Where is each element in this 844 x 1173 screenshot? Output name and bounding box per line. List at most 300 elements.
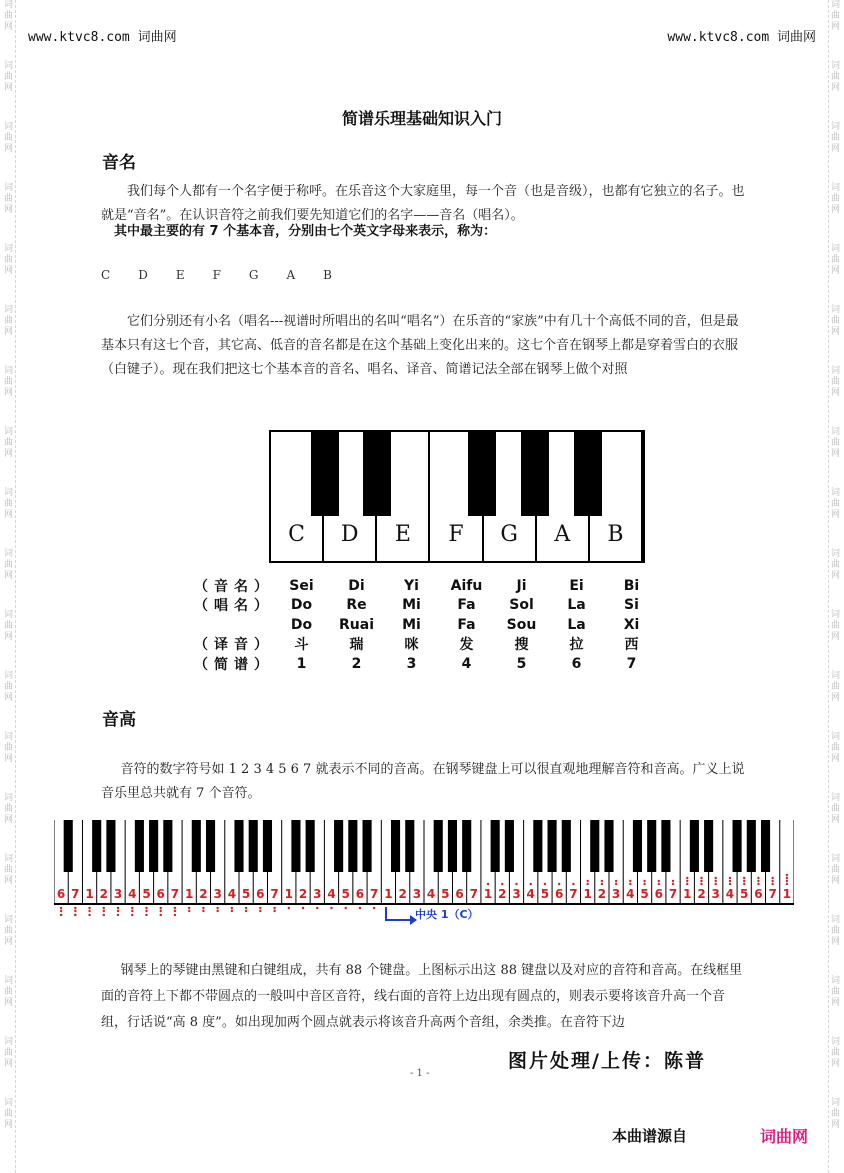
octave-dot (359, 907, 361, 909)
octave-dot (757, 883, 759, 885)
watermark-glyphs: 词 曲 网 (830, 793, 840, 825)
octave-dot (757, 877, 759, 879)
white-key-note: 1 (483, 887, 493, 901)
octave-dot (686, 883, 688, 885)
note-table-cell: 发 (459, 637, 474, 654)
note-table-cell: 2 (351, 655, 362, 672)
note-table-cell: Fa (457, 616, 476, 633)
octave-dot (643, 883, 645, 885)
octave-dot (145, 910, 147, 912)
note-table-cell: Do (290, 616, 313, 633)
octave-dot (615, 883, 617, 885)
black-key (405, 820, 414, 872)
black-key (363, 820, 372, 872)
arrow-icon (385, 907, 411, 921)
black-key (334, 820, 343, 872)
note-table-cell: Ruai (339, 616, 374, 633)
note-table-row-label: （ 简 谱 ） (194, 656, 268, 673)
octave-dot (103, 907, 105, 909)
white-key-note: 7 (370, 887, 379, 901)
watermark-glyphs: 词 曲 网 (3, 244, 13, 276)
octave-dot (174, 910, 176, 912)
octave-dot (629, 880, 631, 882)
header-right-site: www.ktvc8.com 词曲网 (667, 30, 816, 45)
octave-dot (231, 910, 233, 912)
note-table-row (194, 654, 659, 674)
white-key-note: 6 (555, 887, 564, 901)
white-key-note: 1 (683, 887, 692, 901)
black-key (747, 820, 756, 872)
white-key-note: 5 (441, 887, 450, 901)
white-key-note: 6 (355, 887, 365, 901)
octave-dot (771, 877, 773, 879)
note-table-cell: 6 (571, 655, 582, 672)
watermark-glyphs: 词 曲 网 (830, 915, 840, 947)
note-table-cell: Sou (506, 616, 537, 633)
white-key-label: A (554, 522, 571, 547)
watermark-glyphs: 词 曲 网 (830, 305, 840, 337)
note-table-cell: 拉 (569, 637, 584, 654)
black-key (574, 432, 602, 516)
octave-dot (686, 877, 688, 879)
watermark-glyphs: 词 曲 网 (830, 732, 840, 764)
piano-88-key-diagram (54, 820, 794, 904)
octave-dot (572, 883, 574, 885)
octave-dot (373, 907, 375, 909)
octave-dot (586, 880, 588, 882)
black-key (234, 820, 243, 872)
octave-dot (74, 910, 76, 912)
octave-dot (786, 880, 788, 882)
white-key-note: 3 (711, 887, 720, 901)
white-key-note: 4 (327, 887, 336, 901)
note-table-cell: La (567, 597, 586, 614)
paragraph-keys: 钢琴上的琴键由黑键和白键组成，共有 88 个键盘。上图标示出这 88 键盘以及对应的音符和音高。在线框里面的音符上下都不带圆点的一般叫中音区音符，线右面的音符上边出现有圆点的，则表示要将该音升高一个音组，行话说“高 8 度”。如出现加两个圆点就表示将该音升高两个音组，余类推。在音符下边 (101, 963, 743, 1030)
octave-dot (117, 907, 119, 909)
octave-dot (501, 883, 503, 885)
octave-dot (259, 907, 261, 909)
white-key-note: 2 (199, 887, 208, 901)
white-key-note: 6 (754, 887, 763, 901)
octave-dot (487, 883, 489, 885)
note-table-cell: Fa (457, 597, 476, 614)
black-key (363, 432, 391, 516)
octave-dot (60, 910, 62, 912)
octave-dot (601, 880, 603, 882)
note-table-cell: Di (348, 577, 365, 594)
black-key (311, 432, 339, 516)
black-key (661, 820, 670, 872)
letter-note-list (101, 268, 332, 282)
note-table-row (194, 615, 659, 635)
octave-dot (288, 907, 290, 909)
watermark-glyphs: 词 曲 网 (3, 1098, 13, 1130)
black-key (562, 820, 571, 872)
octave-dot (131, 910, 133, 912)
white-key-note: 7 (469, 887, 478, 901)
octave-dot (216, 910, 218, 912)
note-table-cell: 斗 (294, 637, 309, 654)
watermark-glyphs: 词 曲 网 (830, 183, 840, 215)
black-key (106, 820, 115, 872)
section-heading-pitch: 音高 (102, 710, 136, 730)
black-key (633, 820, 642, 872)
octave-dot (672, 883, 674, 885)
letter-note: C (101, 268, 111, 282)
octave-dot (771, 880, 773, 882)
octave-dot (231, 907, 233, 909)
black-key (548, 820, 557, 872)
black-key (604, 820, 613, 872)
uploader-signature: 图片处理/上传：陈普 (508, 1050, 706, 1072)
note-table-cell: 搜 (514, 637, 529, 654)
black-key (391, 820, 400, 872)
section-heading-pitch-names: 音名 (102, 153, 136, 173)
black-key (263, 820, 272, 872)
octave-dot (345, 907, 347, 909)
watermark-glyphs: 词 曲 网 (3, 366, 13, 398)
white-key-note: 7 (170, 887, 180, 901)
white-key-note: 1 (782, 887, 792, 901)
octave-dot (729, 883, 731, 885)
white-key-note: 4 (426, 887, 436, 901)
black-key (690, 820, 699, 872)
white-key-note: 1 (384, 887, 393, 901)
octave-dot (700, 880, 702, 882)
watermark-glyphs: 词 曲 网 (830, 549, 840, 581)
octave-dot (700, 877, 702, 879)
octave-dot (145, 907, 147, 909)
note-table-cell: Mi (402, 597, 421, 614)
watermark-glyphs: 词 曲 网 (830, 61, 840, 93)
footer-brand: 词曲网 (760, 1127, 809, 1146)
black-key (434, 820, 443, 872)
white-key-label: C (288, 522, 305, 547)
note-table-cell: Si (624, 597, 639, 614)
white-key-note: 5 (341, 887, 350, 901)
black-key (192, 820, 201, 872)
white-key-note: 7 (270, 887, 279, 901)
letter-note: G (248, 268, 259, 282)
white-key-note: 7 (71, 887, 80, 901)
white-key-note: 2 (498, 887, 507, 901)
black-key (92, 820, 101, 872)
note-table-cell: 4 (461, 655, 472, 672)
octave-dot (601, 883, 603, 885)
black-key (533, 820, 542, 872)
octave-dot (786, 877, 788, 879)
octave-dot (743, 883, 745, 885)
note-table-row-label: （ 译 音 ） (194, 637, 268, 654)
watermark-glyphs: 词 曲 网 (830, 671, 840, 703)
black-key (163, 820, 172, 872)
paragraph-pitch-text: 音符的数字符号如 1 2 3 4 5 6 7 就表示不同的音高。在钢琴键盘上可以很直观地理解音符和音高。广义上说音乐里总共就有 7 个音符。 (101, 762, 745, 801)
white-key-note: 1 (185, 887, 194, 901)
octave-dot (245, 910, 247, 912)
note-table-cell: Sei (289, 577, 314, 594)
footer-source-label: 本曲谱源自 (612, 1127, 688, 1145)
white-key-note: 3 (611, 887, 621, 901)
note-table-cell: Ji (516, 577, 527, 594)
octave-dot (273, 910, 275, 912)
note-table-cell: La (567, 616, 586, 633)
black-key (135, 820, 144, 872)
octave-dot (188, 910, 190, 912)
watermark-glyphs: 词 曲 网 (830, 610, 840, 642)
black-key (468, 432, 496, 516)
white-key-note: 2 (597, 887, 607, 901)
octave-dot (643, 880, 645, 882)
white-key-note: 5 (740, 887, 749, 901)
watermark-glyphs: 词 曲 网 (3, 122, 13, 154)
octave-dot (60, 907, 62, 909)
octave-dot (729, 880, 731, 882)
octave-dot (131, 914, 133, 916)
octave-dot (672, 880, 674, 882)
black-key (348, 820, 357, 872)
paragraph-intro: 我们每个人都有一个名字便于称呼。在乐音这个大家庭里，每一个音（也是音级），也都有它独立的名子。也就是“音名”。在认识音符之前我们要先知道它们的名字——音名（唱名）。 (101, 184, 745, 223)
octave-dot (686, 880, 688, 882)
octave-dot (544, 883, 546, 885)
white-key-note: 6 (455, 887, 464, 901)
octave-dot (103, 910, 105, 912)
white-key-note: 3 (213, 887, 222, 901)
watermark-glyphs: 词 曲 网 (3, 61, 13, 93)
octave-dot (629, 883, 631, 885)
watermark-glyphs: 词 曲 网 (3, 854, 13, 886)
white-key-label: G (500, 522, 518, 547)
note-table-cell: Bi (623, 577, 640, 594)
octave-dot (160, 914, 162, 916)
white-key-note: 5 (540, 887, 550, 901)
black-key (448, 820, 457, 872)
octave-dot (88, 910, 90, 912)
note-table-cell: 西 (624, 637, 639, 654)
octave-dot (117, 914, 119, 916)
octave-dot (743, 880, 745, 882)
note-table-cell: Do (290, 597, 313, 614)
octave-dot (658, 883, 660, 885)
white-key-note: 3 (113, 887, 123, 901)
watermark-glyphs: 词 曲 网 (830, 976, 840, 1008)
octave-dot (786, 874, 788, 876)
letter-note: A (286, 268, 296, 282)
watermark-glyphs: 词 曲 网 (830, 1037, 840, 1069)
watermark-glyphs: 词 曲 网 (830, 854, 840, 886)
white-key-note: 1 (85, 887, 94, 901)
white-key-label: F (448, 522, 464, 547)
octave-dot (586, 883, 588, 885)
note-table-row-label: （ 音 名 ） (194, 578, 268, 595)
white-key-note: 1 (583, 887, 592, 901)
watermark-glyphs: 词 曲 网 (830, 488, 840, 520)
octave-dot (757, 880, 759, 882)
note-comparison-table (194, 576, 659, 674)
octave-dot (160, 910, 162, 912)
white-key-note: 2 (697, 887, 706, 901)
note-table-cell: Sol (509, 597, 534, 614)
white-key-note: 4 (626, 887, 635, 901)
black-key (64, 820, 73, 872)
octave-dot (715, 883, 717, 885)
white-key-note: 5 (241, 887, 251, 901)
octave-dot (530, 883, 532, 885)
watermark-glyphs: 词 曲 网 (3, 488, 13, 520)
black-key (149, 820, 158, 872)
letter-note: F (212, 268, 221, 282)
letter-note: D (138, 268, 148, 282)
note-table-cell: 1 (296, 655, 307, 672)
middle-c-label: 中央 1（C） (415, 908, 479, 921)
octave-dot (74, 914, 76, 916)
white-key-note: 3 (313, 887, 322, 901)
letter-note: B (323, 268, 332, 282)
watermark-glyphs: 词 曲 网 (830, 122, 840, 154)
white-key-note: 6 (56, 887, 66, 901)
note-table-cell: Yi (404, 577, 419, 594)
note-table-cell: Aifu (450, 577, 483, 594)
white-key-note: 3 (412, 887, 422, 901)
white-key-note: 3 (512, 887, 521, 901)
octave-dot (515, 883, 517, 885)
white-key-note: 2 (398, 887, 407, 901)
white-key-note: 4 (128, 887, 137, 901)
black-key (491, 820, 500, 872)
white-key-note: 1 (284, 887, 293, 901)
note-table-row-label: （ 唱 名 ） (194, 598, 268, 615)
octave-dot (316, 907, 318, 909)
watermark-glyphs: 词 曲 网 (830, 244, 840, 276)
page-title: 简谱乐理基础知识入门 (341, 109, 502, 128)
octave-dot (715, 877, 717, 879)
black-key (249, 820, 258, 872)
octave-dot (103, 914, 105, 916)
black-key (206, 820, 215, 872)
white-key-note: 5 (142, 887, 151, 901)
octave-dot (245, 907, 247, 909)
black-key (761, 820, 770, 872)
octave-dot (202, 910, 204, 912)
white-key-note: 2 (298, 887, 308, 901)
watermark-glyphs: 词 曲 网 (830, 366, 840, 398)
watermark-glyphs: 词 曲 网 (830, 0, 840, 32)
right-margin-watermark (828, 0, 842, 1173)
black-key (704, 820, 713, 872)
note-table-cell: Ei (569, 577, 584, 594)
watermark-glyphs: 词 曲 网 (830, 427, 840, 459)
note-table-cell: 咪 (404, 637, 419, 654)
middle-c-marker (385, 906, 479, 922)
octave-dot (700, 883, 702, 885)
octave-dot (743, 877, 745, 879)
note-table-cell: 瑞 (349, 637, 364, 654)
octave-dot (658, 880, 660, 882)
white-key-note: 5 (640, 887, 649, 901)
octave-dot (74, 907, 76, 909)
watermark-glyphs: 词 曲 网 (3, 976, 13, 1008)
watermark-glyphs: 词 曲 网 (3, 671, 13, 703)
octave-dot (715, 880, 717, 882)
letter-note: E (175, 268, 185, 282)
white-key-note: 2 (99, 887, 108, 901)
note-table-row (194, 576, 659, 596)
white-key-note: 6 (654, 887, 663, 901)
white-key-note: 4 (227, 887, 237, 901)
watermark-glyphs: 词 曲 网 (3, 793, 13, 825)
note-table-cell: 3 (406, 655, 417, 672)
octave-dot (60, 914, 62, 916)
black-key (291, 820, 300, 872)
octave-dot (88, 914, 90, 916)
watermark-glyphs: 词 曲 网 (830, 1098, 840, 1130)
watermark-glyphs: 词 曲 网 (3, 0, 13, 32)
watermark-glyphs: 词 曲 网 (3, 1037, 13, 1069)
octave-dot (202, 907, 204, 909)
note-table-cell: 7 (626, 655, 637, 672)
black-key (505, 820, 514, 872)
white-key-label: E (394, 522, 411, 547)
paragraph-seven-notes: 其中最主要的有 7 个基本音，分别由七个英文字母来表示，称为： (114, 224, 497, 239)
watermark-glyphs: 词 曲 网 (3, 549, 13, 581)
paragraph-solfege: 它们分别还有小名（唱名---视谱时所唱出的名叫“唱名”）在乐音的“家族”中有几十个高低不同的音，但是最基本只有这七个音，其它高、低音的音名都是在这个基础上变化出来的。这七个音在钢琴上都是穿着雪白的衣服（白键子）。现在我们把这七个基本音的音名、唱名、译音、简谱记法全部在钢琴上做个对照 (101, 314, 739, 377)
octave-dot (117, 910, 119, 912)
octave-dot (88, 907, 90, 909)
note-table-row (194, 596, 659, 616)
note-table-cell: 5 (516, 655, 527, 672)
watermark-glyphs: 词 曲 网 (3, 732, 13, 764)
octave-dot (771, 883, 773, 885)
octave-dot (131, 907, 133, 909)
piano-88-key-svg (54, 820, 794, 916)
white-key-note: 4 (725, 887, 735, 901)
octave-dot (145, 914, 147, 916)
black-key (647, 820, 656, 872)
page-number: - 1 - (410, 1068, 430, 1079)
watermark-glyphs: 词 曲 网 (3, 305, 13, 337)
octave-dot (615, 880, 617, 882)
piano-keyboard-diagram (269, 430, 645, 563)
watermark-glyphs: 词 曲 网 (3, 915, 13, 947)
white-key-note: 7 (569, 887, 578, 901)
paragraph-pitch (101, 758, 747, 806)
watermark-glyphs: 词 曲 网 (3, 427, 13, 459)
note-table-row (194, 635, 659, 655)
white-key-note: 7 (768, 887, 777, 901)
left-margin-watermark (2, 0, 16, 1173)
octave-dot (174, 907, 176, 909)
white-key-label: B (607, 522, 624, 547)
white-key-note: 4 (526, 887, 535, 901)
note-table-cell: Mi (402, 616, 421, 633)
watermark-glyphs: 词 曲 网 (3, 610, 13, 642)
octave-dot (216, 907, 218, 909)
octave-dot (330, 907, 332, 909)
octave-dot (174, 914, 176, 916)
white-key-note: 6 (256, 887, 265, 901)
octave-dot (259, 910, 261, 912)
octave-dot (786, 883, 788, 885)
black-key (462, 820, 471, 872)
octave-dot (273, 907, 275, 909)
header-left-site: www.ktvc8.com 词曲网 (28, 30, 177, 45)
octave-dot (188, 907, 190, 909)
octave-dot (729, 877, 731, 879)
note-table-cell: Xi (623, 616, 640, 633)
note-table-cell: Re (346, 597, 367, 614)
watermark-glyphs: 词 曲 网 (3, 183, 13, 215)
octave-dot (302, 907, 304, 909)
black-key (306, 820, 315, 872)
